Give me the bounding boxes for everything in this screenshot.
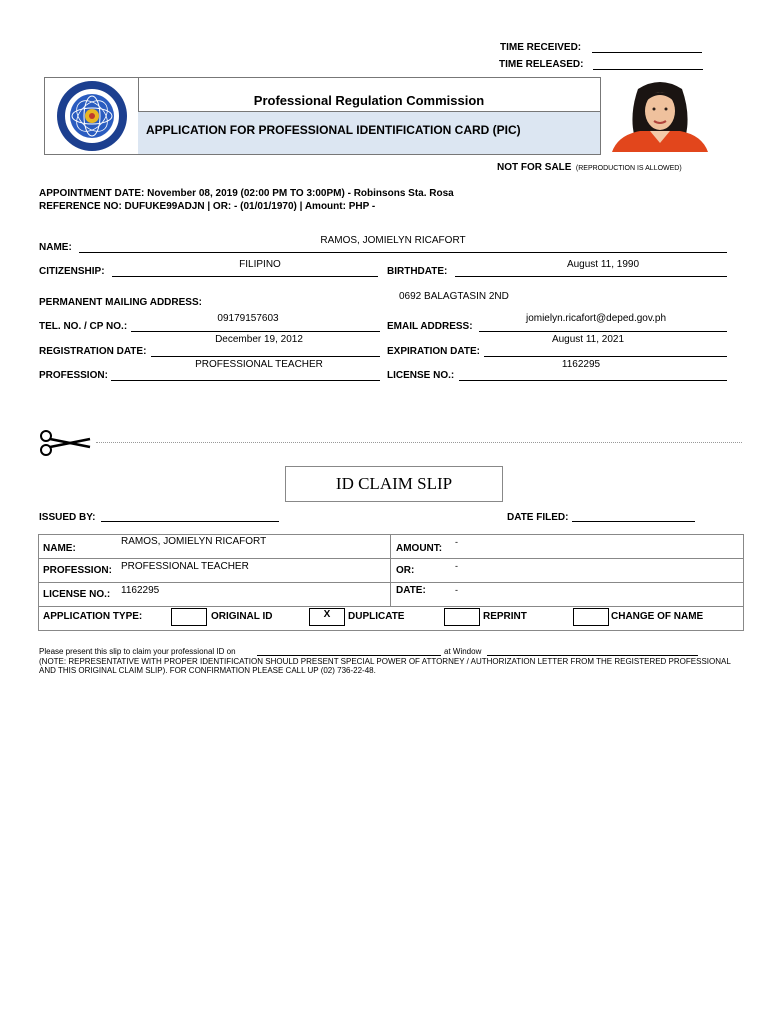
address-label: PERMANENT MAILING ADDRESS:: [39, 297, 202, 308]
name-label: NAME:: [39, 242, 72, 253]
citizenship-label: CITIZENSHIP:: [39, 266, 105, 277]
present-slip-text: Please present this slip to claim your professional ID on: [39, 647, 236, 656]
claim-slip-table: [38, 534, 744, 631]
time-released-line: [593, 69, 703, 70]
slip-license-label: LICENSE NO.:: [43, 589, 111, 600]
email-line: [479, 331, 727, 332]
license-line: [459, 380, 727, 381]
slip-column-divider: [390, 535, 391, 606]
expiration-date-value: August 11, 2021: [551, 334, 625, 345]
reproduction-note: (REPRODUCTION IS ALLOWED): [575, 165, 682, 172]
slip-name-value: RAMOS, JOMIELYN RICAFORT: [121, 536, 267, 547]
header-subtitle-cell: [138, 112, 600, 154]
scissors-icon: [38, 428, 92, 458]
citizenship-value: FILIPINO: [239, 259, 281, 270]
original-id-label: ORIGINAL ID: [211, 611, 273, 622]
birthdate-value: August 11, 1990: [566, 259, 640, 270]
cut-line: [96, 442, 742, 443]
license-value: 1162295: [561, 359, 601, 370]
page-subtitle: APPLICATION FOR PROFESSIONAL IDENTIFICATION CARD (PIC): [146, 123, 521, 137]
prc-seal-icon: [45, 78, 138, 154]
prc-logo-cell: [45, 78, 139, 154]
birthdate-label: BIRTHDATE:: [387, 266, 448, 277]
claim-date-line: [257, 655, 441, 656]
slip-license-value: 1162295: [121, 585, 160, 596]
window-line: [487, 655, 698, 656]
tel-line: [131, 331, 380, 332]
email-value: jomielyn.ricafort@deped.gov.ph: [525, 313, 667, 324]
license-label: LICENSE NO.:: [387, 370, 455, 381]
slip-amount-value: -: [455, 537, 458, 547]
duplicate-checkbox[interactable]: [309, 608, 345, 626]
profession-line: [111, 380, 380, 381]
slip-date-value: -: [455, 585, 458, 595]
citizenship-line: [112, 276, 378, 277]
name-value: RAMOS, JOMIELYN RICAFORT: [320, 235, 466, 246]
change-of-name-label: CHANGE OF NAME: [611, 611, 704, 622]
registration-date-label: REGISTRATION DATE:: [39, 346, 147, 357]
profession-value: PROFESSIONAL TEACHER: [195, 359, 323, 370]
applicant-photo: [610, 77, 710, 152]
not-for-sale-label: NOT FOR SALE: [497, 162, 572, 173]
reference-line: REFERENCE NO: DUFUKE99ADJN | OR: - (01/01/1970) | Amount: PHP -: [39, 201, 376, 212]
expiration-date-label: EXPIRATION DATE:: [387, 346, 480, 357]
claim-slip-title: ID CLAIM SLIP: [335, 474, 453, 493]
slip-name-label: NAME:: [43, 543, 76, 554]
profession-label: PROFESSION:: [39, 370, 108, 381]
registration-date-value: December 19, 2012: [215, 334, 303, 345]
name-line: [79, 252, 727, 253]
time-received-label: TIME RECEIVED:: [500, 42, 582, 53]
original-id-checkbox[interactable]: [171, 608, 207, 626]
appointment-line: APPOINTMENT DATE: November 08, 2019 (02:00 PM TO 3:00PM) - Robinsons Sta. Rosa: [39, 188, 454, 199]
claim-slip-title-box: [285, 466, 503, 502]
issued-by-line: [101, 521, 279, 522]
page-title: Professional Regulation Commission: [253, 93, 485, 108]
slip-date-label: DATE:: [396, 585, 426, 596]
window-text: at Window: [444, 647, 482, 656]
slip-or-value: -: [455, 561, 458, 571]
duplicate-label: DUPLICATE: [348, 611, 405, 622]
date-filed-line: [572, 521, 695, 522]
header-box: [44, 77, 601, 155]
registration-date-line: [151, 356, 380, 357]
change-of-name-checkbox[interactable]: [573, 608, 609, 626]
slip-amount-label: AMOUNT:: [396, 543, 443, 554]
tel-value: 09179157603: [217, 313, 279, 324]
not-for-sale: [497, 157, 682, 175]
application-type-label: APPLICATION TYPE:: [43, 611, 143, 622]
slip-profession-value: PROFESSIONAL TEACHER: [121, 561, 249, 572]
footer-note: (NOTE: REPRESENTATIVE WITH PROPER IDENTIFICATION SHOULD PRESENT SPECIAL POWER OF ATTORNEY / AUTHORIZATION LETTER FROM THE REGISTERED PROFESSIONAL AND THIS ORIGINAL CLAIM SLIP). FOR CONFIRMATION PLEASE CALL UP (02) 736-22-48.: [39, 657, 731, 675]
time-received-line: [592, 52, 702, 53]
time-released-label: TIME RELEASED:: [499, 59, 584, 70]
slip-or-label: OR:: [396, 565, 415, 576]
header-title-cell: [138, 78, 600, 112]
tel-label: TEL. NO. / CP NO.:: [39, 321, 128, 332]
slip-profession-label: PROFESSION:: [43, 565, 112, 576]
duplicate-checkmark: X: [323, 609, 331, 620]
date-filed-label: DATE FILED:: [507, 512, 569, 523]
expiration-date-line: [484, 356, 727, 357]
email-label: EMAIL ADDRESS:: [387, 321, 473, 332]
birthdate-line: [455, 276, 727, 277]
issued-by-label: ISSUED BY:: [39, 512, 96, 523]
address-value: 0692 BALAGTASIN 2ND: [399, 291, 509, 302]
reprint-checkbox[interactable]: [444, 608, 480, 626]
reprint-label: REPRINT: [483, 611, 527, 622]
